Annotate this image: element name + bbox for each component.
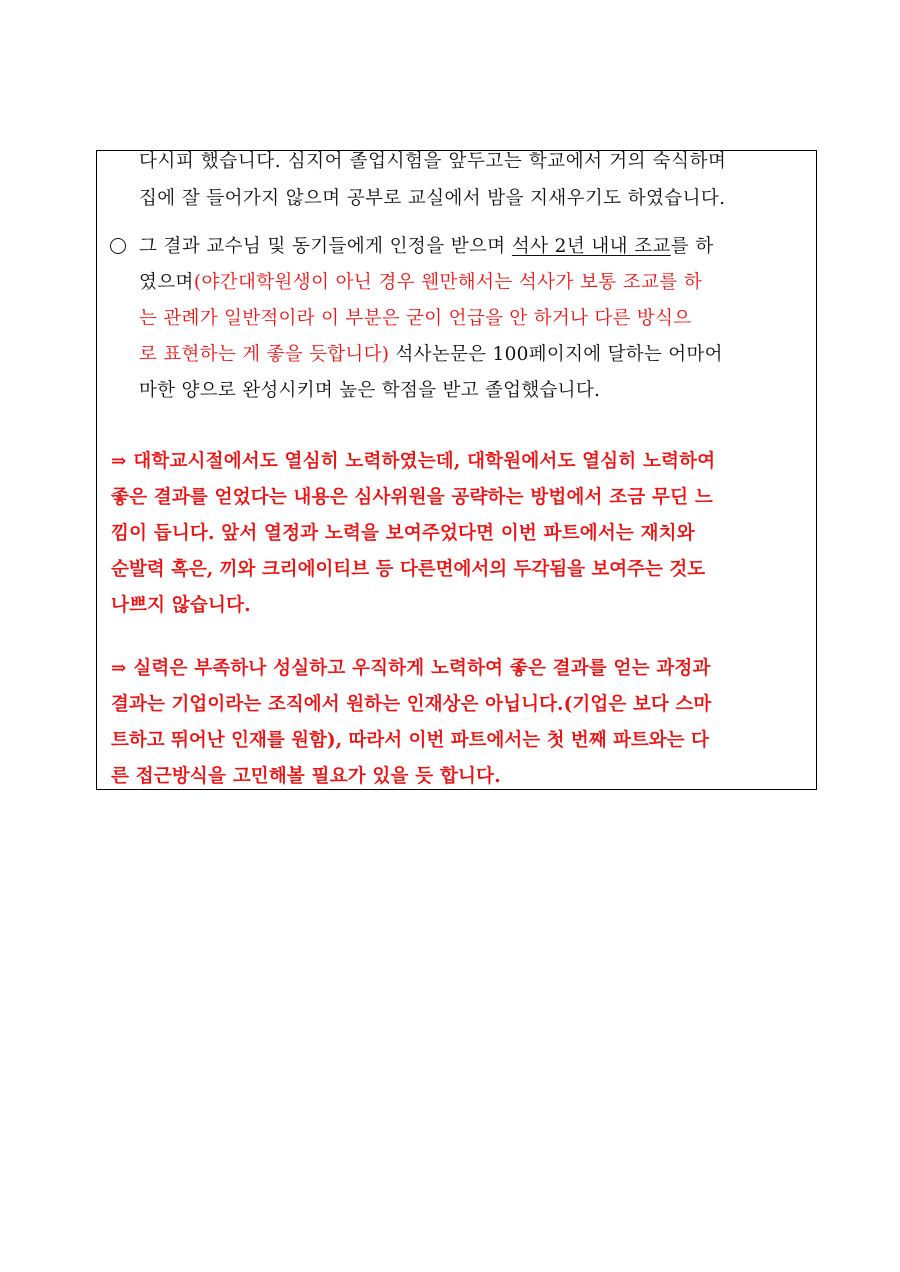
para1-line2: 집에 잘 들어가지 않으며 공부로 교실에서 밤을 지새우기도 하였습니다.	[139, 188, 726, 209]
para2-line3: 는 관례가 일반적이라 이 부분은 굳이 언급을 안 하거나 다른 방식으	[139, 308, 692, 329]
para2-line2-red: (야간대학원생이 아닌 경우 웬만해서는 석사가 보통 조교를 하	[193, 272, 703, 293]
comment2-line1: ⇒ 실력은 부족하나 성실하고 우직하게 노력하여 좋은 결과를 얻는 과정과	[111, 658, 711, 679]
comment1-line1: ⇒ 대학교시절에서도 열심히 노력하였는데, 대학원에서도 열심히 노력하여	[111, 451, 716, 472]
para2-line4	[139, 344, 723, 366]
para2-line4-black: 석사논문은 100페이지에 달하는 어마어	[389, 344, 723, 365]
para2-line2	[139, 272, 702, 294]
para2-line1-text: 그 결과 교수님 및 동기들에게 인정을 받으며	[139, 236, 512, 257]
para1-line1: 다시피 했습니다. 심지어 졸업시험을 앞두고는 학교에서 거의 숙식하며	[139, 151, 727, 172]
para2-line2-black: 였으며	[139, 272, 194, 293]
comment1-line2: 좋은 결과를 얻었다는 내용은 심사위원을 공략하는 방법에서 조금 무딘 느	[111, 487, 713, 508]
comment1-line5: 나쁘지 않습니다.	[111, 595, 251, 616]
para2-line4-red: 로 표현하는 게 좋을 듯합니다)	[139, 344, 390, 365]
comment1-line4: 순발력 혹은, 끼와 크리에이티브 등 다른면에서의 두각됨을 보여주는 것도	[111, 559, 706, 580]
comment2-line3: 트하고 뛰어난 인재를 원함), 따라서 이번 파트에서는 첫 번째 파트와는 다	[111, 730, 709, 751]
para2-line5: 마한 양으로 완성시키며 높은 학점을 받고 졸업했습니다.	[139, 380, 601, 401]
underlined-phrase: 석사 2년 내내 조교	[511, 236, 671, 257]
circle-bullet-icon	[110, 238, 126, 254]
comment2-line2: 결과는 기업이라는 조직에서 원하는 인재상은 아닙니다.(기업은 보다 스마	[111, 694, 712, 715]
para2-line1-end: 를 하	[670, 236, 714, 257]
para2-line1	[139, 236, 714, 258]
comment2-line4: 른 접근방식을 고민해볼 필요가 있을 듯 합니다.	[111, 766, 501, 787]
comment1-line3: 낌이 듭니다. 앞서 열정과 노력을 보여주었다면 이번 파트에서는 재치와	[111, 523, 695, 544]
